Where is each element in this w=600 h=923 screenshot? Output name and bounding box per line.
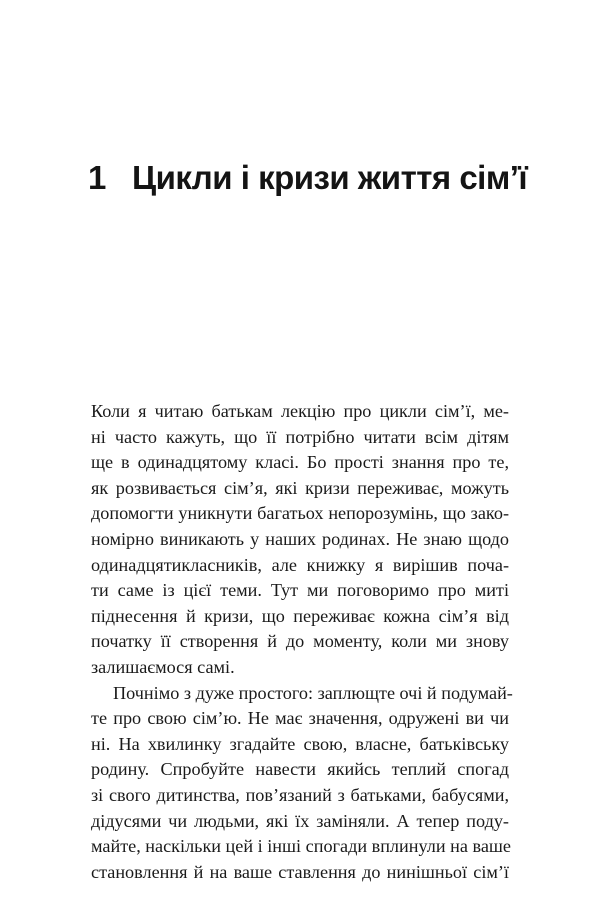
text-line: одинадцятикласників, але книжку я вирішив поча- <box>91 554 509 575</box>
text-line: ще в одинадцятому класі. Бо прості знання про те, <box>91 452 509 473</box>
chapter-body-text <box>91 399 513 885</box>
text-line: Почнімо з дуже простого: заплющте очі й подумай- <box>113 682 513 703</box>
chapter-title: Цикли і кризи життя сім’ї <box>132 159 528 196</box>
text-line: піднесення й кризи, що переживає кожна сім’я від <box>91 605 509 626</box>
text-line: зі свого дитинства, пов’язаний з батьками, бабусями, <box>91 784 509 805</box>
text-line: родину. Спробуйте навести якийсь теплий спогад <box>91 759 509 780</box>
chapter-heading <box>88 158 527 198</box>
chapter-number: 1 <box>88 159 106 196</box>
text-line: дідусями чи людьми, які їх заміняли. А тепер поду- <box>91 810 509 831</box>
text-line: номірно виникають у наших родинах. Не знаю щодо <box>91 528 509 549</box>
text-line: початку її створення й до моменту, коли ми знову <box>91 631 509 652</box>
text-line: ти саме із цієї теми. Тут ми поговоримо про миті <box>91 580 509 601</box>
text-line: ні. На хвилинку згадайте свою, власне, батьківську <box>91 733 509 754</box>
text-line: становлення й на ваше ставлення до нинішньої сім’ї <box>91 861 509 882</box>
text-line: те про свою сім’ю. Не має значення, одружені ви чи <box>91 708 509 729</box>
text-line: залишаємося самі. <box>91 656 235 677</box>
text-line: як розвивається сім’я, які кризи переживає, можуть <box>91 477 509 498</box>
text-line: майте, наскільки цей і інші спогади вплинули на ваше <box>91 836 511 857</box>
text-line: допомогти уникнути багатьох непорозумінь, що зако- <box>91 503 509 524</box>
text-line: ні часто кажуть, що її потрібно читати всім дітям <box>91 426 509 447</box>
text-line: Коли я читаю батькам лекцію про цикли сім’ї, ме- <box>91 401 509 421</box>
